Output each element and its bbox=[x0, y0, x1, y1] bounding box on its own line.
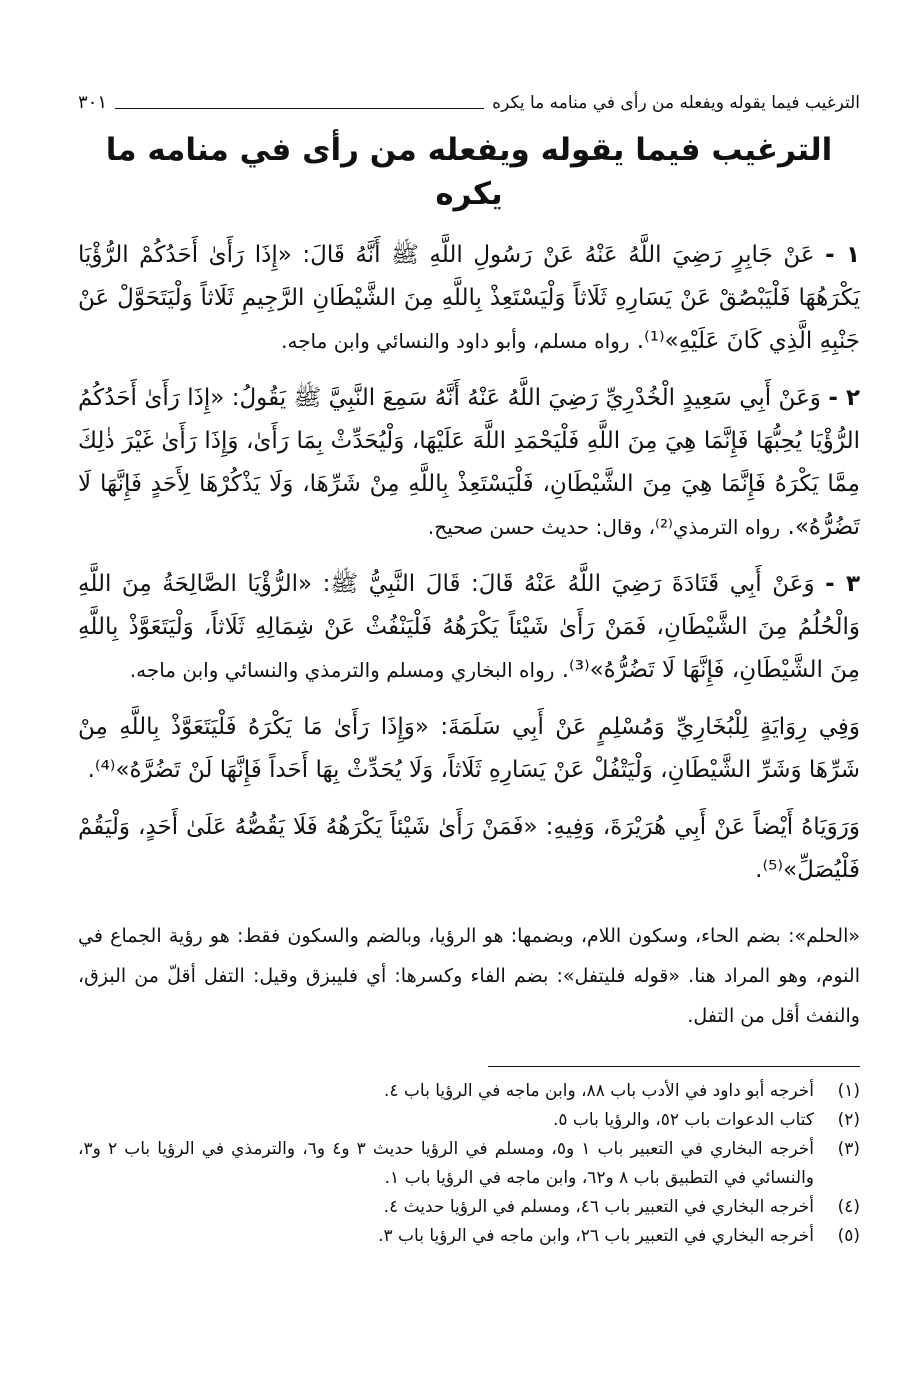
footnote bbox=[78, 1193, 860, 1222]
hadith-number: ١ - bbox=[825, 242, 860, 268]
running-title: الترغيب فيما يقوله ويفعله من رأى في منامه ما يكره bbox=[492, 93, 860, 113]
hadith-text: وَعَنْ أَبِي سَعِيدٍ الْخُدْرِيِّ رَضِيَ اللَّهُ عَنْهُ أَنَّهُ سَمِعَ النَّبِيَّ ﷺ يَقُولُ: «إِذَا رَأَىٰ أَحَدُكُمُ الرُّؤْيَا يُحِبُّهَا فَإِنَّمَا هِيَ مِنَ اللَّهِ فَلْيَحْمَدِ اللَّهَ عَلَيْهَا، وَلْيُحَدِّثْ بِمَا رَأَىٰ، وَإِذَا رَأَىٰ غَيْرَ ذٰلِكَ مِمَّا يَكْرَهُ فَإِنَّمَا هِيَ مِنَ الشَّيْطَانِ، فَلْيَسْتَعِذْ بِاللَّهِ مِنْ شَرِّهَا، وَلَا يَذْكُرْهَا لِأَحَدٍ فَإِنَّهَا لَا تَضُرُّهُ». bbox=[78, 385, 860, 540]
footnote bbox=[78, 1222, 860, 1251]
footnotes bbox=[78, 1077, 860, 1251]
hadith-source: رواه مسلم، وأبو داود والنسائي وابن ماجه. bbox=[281, 329, 630, 353]
hadith-paragraph bbox=[78, 234, 860, 363]
footnote-separator bbox=[488, 1066, 860, 1067]
footnote-number: (٢) bbox=[837, 1110, 860, 1130]
hadith-text: عَنْ جَابِرٍ رَضِيَ اللَّهُ عَنْهُ عَنْ رَسُولِ اللَّهِ ﷺ أَنَّهُ قَالَ: «إِذَا رَأَىٰ أَحَدُكُمْ الرُّؤْيَا يَكْرَهُهَا فَلْيَبْصُقْ عَنْ يَسَارِهِ ثَلَاثاً وَلْيَسْتَعِذْ بِاللَّهِ مِنَ الشَّيْطَانِ الرَّجِيمِ ثَلَاثاً وَلْيَتَحَوَّلْ عَنْ جَنْبِهِ الَّذِي كَانَ عَلَيْهِ»⁽¹⁾. bbox=[78, 242, 860, 354]
running-header bbox=[78, 84, 860, 114]
footnote-text: أخرجه البخاري في التعبير باب ٢٦، وابن ماجه في الرؤيا باب ٣. bbox=[378, 1226, 814, 1246]
footnote-text: أخرجه أبو داود في الأدب باب ٨٨، وابن ماجه في الرؤيا باب ٤. bbox=[383, 1081, 814, 1101]
hadith-number: ٣ - bbox=[825, 571, 860, 597]
hadith-paragraph bbox=[78, 377, 860, 549]
footnote-text: أخرجه البخاري في التعبير باب ١ و٥، ومسلم في الرؤيا حديث ٣ و٤ و٦، والترمذي في الرؤيا باب ٢ و٣، والنسائي في التطبيق باب ٨ و٦٢، وابن ماجه في الرؤيا باب ١. bbox=[78, 1139, 814, 1188]
hadith-paragraph bbox=[78, 706, 860, 792]
page-number: ٣٠١ bbox=[78, 92, 108, 113]
header-rule bbox=[115, 108, 484, 109]
footnote-number: (٥) bbox=[837, 1226, 860, 1246]
hadith-paragraph bbox=[78, 563, 860, 692]
hadith-text: وَرَوَيَاهُ أَيْضاً عَنْ أَبِي هُرَيْرَةَ، وَفِيهِ: «فَمَنْ رَأَىٰ شَيْئاً يَكْرَهُهُ فَلَا يَقُصُّهُ عَلَىٰ أَحَدٍ، وَلْيَقُمْ فَلْيُصَلِّ»⁽⁵⁾. bbox=[78, 814, 860, 883]
footnote bbox=[78, 1106, 860, 1135]
page-title: الترغيب فيما يقوله ويفعله من رأى في منامه ما يكره bbox=[105, 132, 833, 212]
footnote bbox=[78, 1135, 860, 1193]
footnote-number: (١) bbox=[837, 1081, 860, 1101]
footnote-text: أخرجه البخاري في التعبير باب ٤٦، ومسلم في الرؤيا حديث ٤. bbox=[383, 1197, 814, 1217]
book-page bbox=[78, 84, 860, 1251]
hadith-number: ٢ - bbox=[828, 385, 860, 411]
footnote-number: (٤) bbox=[837, 1197, 860, 1217]
footnote bbox=[78, 1077, 860, 1106]
hadith-source: رواه البخاري ومسلم والترمذي والنسائي وابن ماجه. bbox=[129, 658, 555, 682]
hadith-source: رواه الترمذي⁽²⁾، وقال: حديث حسن صحيح. bbox=[427, 515, 781, 539]
explanatory-notes: «الحلم»: بضم الحاء، وسكون اللام، وبضمها: هو الرؤيا، وبالضم والسكون فقط: هو رؤية الجماع في النوم، وهو المراد هنا. «قوله فليتفل»: بضم الفاء وكسرها: أي فليبزق وقيل: التفل أقلّ من البزق، والنفث أقل من التفل. bbox=[78, 925, 860, 1027]
footnote-number: (٣) bbox=[837, 1139, 860, 1159]
hadith-text: وَعَنْ أَبِي قَتَادَةَ رَضِيَ اللَّهُ عَنْهُ قَالَ: قَالَ النَّبِيُّ ﷺ: «الرُّؤْيَا الصَّالِحَةُ مِنَ اللَّهِ وَالْحُلُمُ مِنَ الشَّيْطَانِ، فَمَنْ رَأَىٰ شَيْئاً يَكْرَهُهُ فَلْيَنْفُثْ عَنْ شِمَالِهِ ثَلَاثاً، وَلْيَتَعَوَّذْ بِاللَّهِ مِنَ الشَّيْطَانِ، فَإِنَّهَا لَا تَضُرُّهُ»⁽³⁾. bbox=[78, 571, 860, 683]
footnote-text: كتاب الدعوات باب ٥٢، والرؤيا باب ٥. bbox=[552, 1110, 814, 1130]
hadith-paragraph bbox=[78, 806, 860, 892]
hadith-text: وَفِي رِوَايَةٍ لِلْبُخَارِيِّ وَمُسْلِمٍ عَنْ أَبِي سَلَمَةَ: «وَإِذَا رَأَىٰ مَا يَكْرَهُ فَلْيَتَعَوَّذْ بِاللَّهِ مِنْ شَرِّهَا وَشَرِّ الشَّيْطَانِ، وَلْيَتْفُلْ عَنْ يَسَارِهِ ثَلَاثاً، وَلَا يُحَدِّثْ بِهَا أَحَداً فَإِنَّهَا لَنْ تَضُرَّهُ»⁽⁴⁾. bbox=[78, 714, 860, 783]
